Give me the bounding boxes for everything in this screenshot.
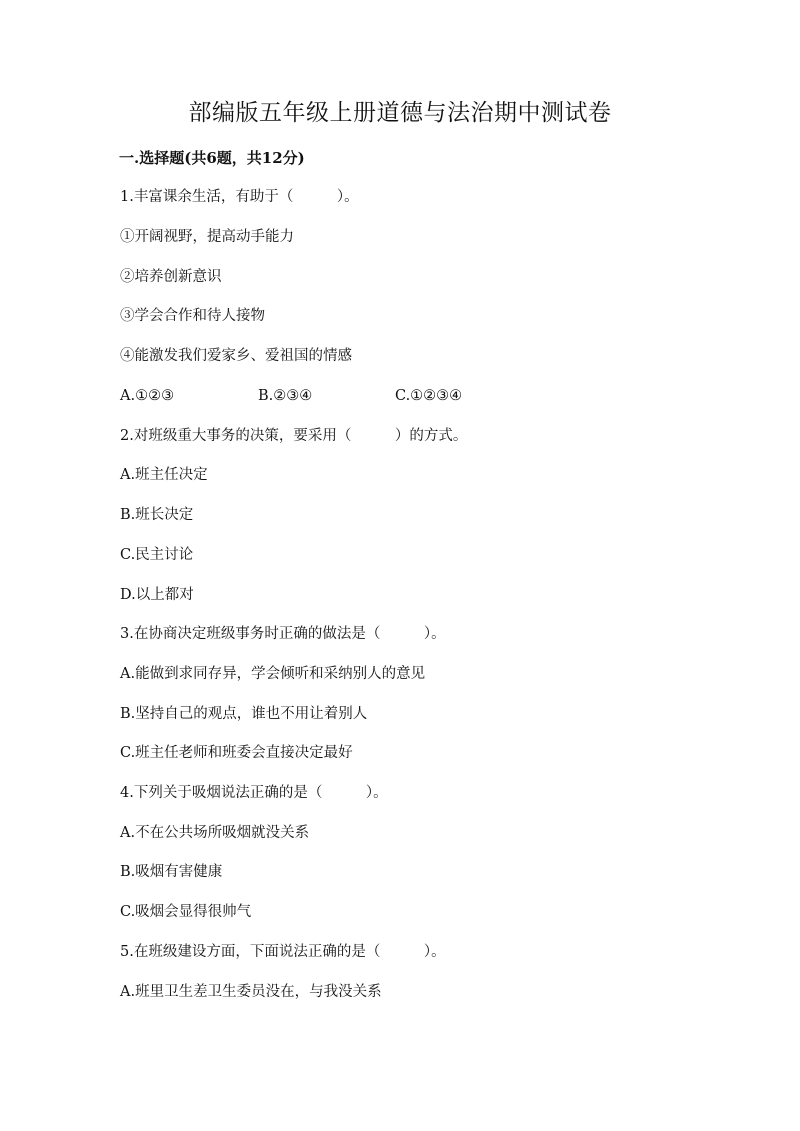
question-2-option-c: C.民主讨论 [120, 547, 194, 563]
question-4-option-b: B.吸烟有害健康 [120, 864, 223, 880]
question-1-item-3: ③学会合作和待人接物 [120, 308, 265, 324]
question-3-option-b: B.坚持自己的观点，谁也不用让着别人 [120, 706, 368, 722]
question-1-item-1: ①开阔视野，提高动手能力 [120, 229, 294, 245]
section-heading: 一.选择题(共6题，共12分) [119, 149, 305, 167]
question-1-option-a: A.①②③ [120, 388, 175, 404]
question-2-option-a: A.班主任决定 [120, 467, 208, 483]
question-1-item-4: ④能激发我们爱家乡、爱祖国的情感 [120, 348, 352, 364]
question-1-stem: 1.丰富课余生活，有助于（ ）。 [120, 189, 359, 205]
question-1-item-2: ②培养创新意识 [120, 269, 222, 285]
question-5-option-a: A.班里卫生差卫生委员没在，与我没关系 [120, 984, 382, 1000]
question-1-option-c: C.①②③④ [395, 388, 463, 404]
question-3-option-a: A.能做到求同存异，学会倾听和采纳别人的意见 [120, 666, 426, 682]
page-title: 部编版五年级上册道德与法治期中测试卷 [188, 100, 612, 126]
question-4-option-a: A.不在公共场所吸烟就没关系 [120, 825, 310, 841]
question-1-option-b: B.②③④ [258, 388, 313, 404]
question-3-stem: 3.在协商决定班级事务时正确的做法是（ ）。 [120, 626, 446, 642]
question-1-options [120, 386, 680, 406]
question-2-option-b: B.班长决定 [120, 507, 194, 523]
question-2-option-d: D.以上都对 [120, 587, 194, 603]
question-2-stem: 2.对班级重大事务的决策，要采用（ ）的方式。 [120, 428, 468, 444]
question-4-option-c: C.吸烟会显得很帅气 [120, 904, 252, 920]
question-4-stem: 4.下列关于吸烟说法正确的是（ ）。 [120, 785, 388, 801]
question-3-option-c: C.班主任老师和班委会直接决定最好 [120, 745, 353, 761]
question-5-stem: 5.在班级建设方面，下面说法正确的是（ ）。 [120, 944, 446, 960]
